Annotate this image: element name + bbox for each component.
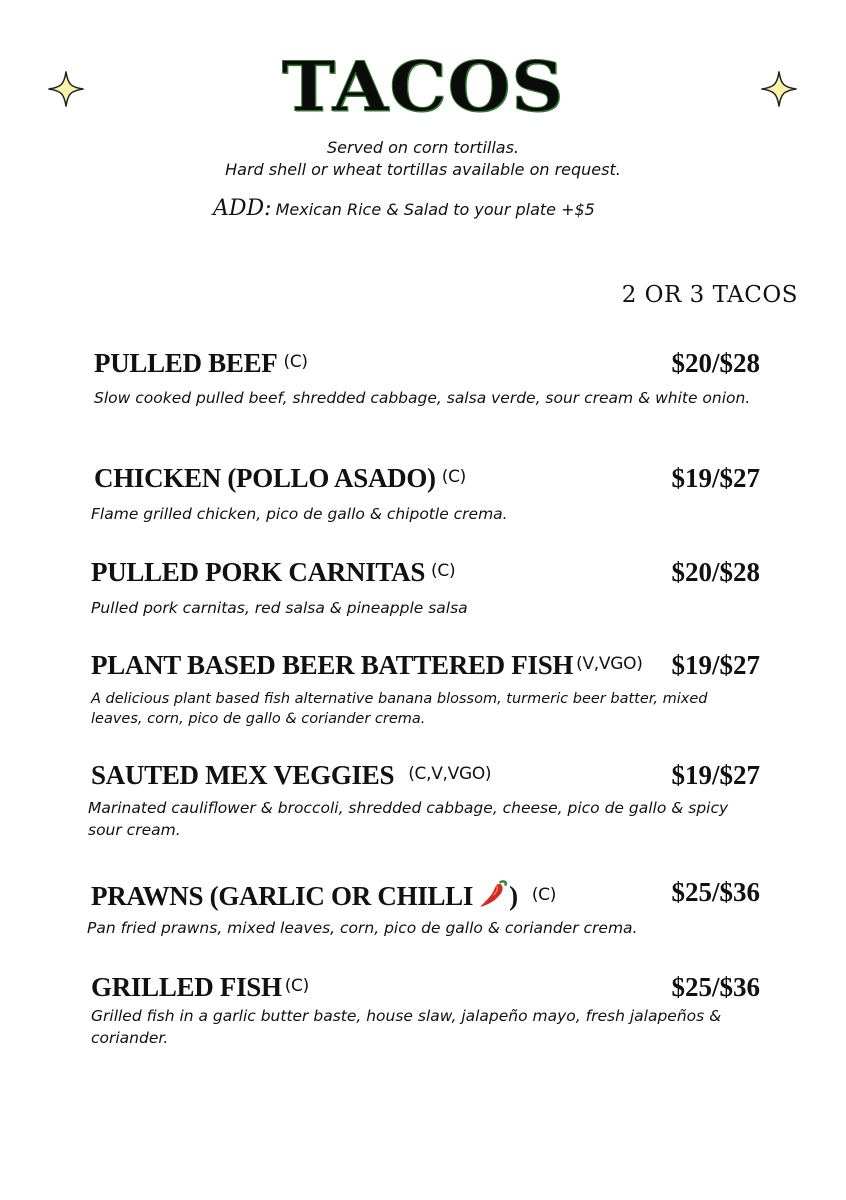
item-name: PULLED PORK CARNITAS (C) <box>91 557 456 587</box>
dietary-tag: (C) <box>531 885 557 905</box>
item-price: $25/$36 <box>671 877 760 907</box>
dietary-tag: (C) <box>283 352 308 372</box>
item-name: PULLED BEEF (C) <box>94 348 308 378</box>
item-description: Slow cooked pulled beef, shredded cabbage, salsa verde, sour cream & white onion. <box>94 389 751 407</box>
dietary-tag: (C) <box>441 467 466 487</box>
item-price: $20/$28 <box>671 348 760 378</box>
item-description: Marinated cauliflower & broccoli, shredded cabbage, cheese, pico de gallo & spicy sour cream. <box>88 799 729 839</box>
item-price: $19/$27 <box>671 463 760 493</box>
add-text: Mexican Rice & Salad to your plate +$5 <box>275 200 595 219</box>
dietary-tag: (C,V,VGO) <box>408 764 492 784</box>
item-description: Grilled fish in a garlic butter baste, house slaw, jalapeño mayo, fresh jalapeños & coriander. <box>91 1007 722 1047</box>
item-description: Pan fried prawns, mixed leaves, corn, pico de gallo & coriander crema. <box>87 919 638 937</box>
item-name: CHICKEN (POLLO ASADO) (C) <box>94 463 466 493</box>
dietary-tag: (V,VGO) <box>576 654 643 674</box>
intro-line-1: Served on corn tortillas. <box>326 138 519 157</box>
add-on-note <box>213 196 595 221</box>
item-description: Pulled pork carnitas, red salsa & pineapple salsa <box>91 599 468 617</box>
add-label: ADD: <box>213 196 272 221</box>
item-name: GRILLED FISH (C) <box>91 972 309 1002</box>
item-price: $19/$27 <box>671 760 760 790</box>
page-title: TACOS <box>281 46 565 127</box>
item-price: $25/$36 <box>671 972 760 1002</box>
item-name: SAUTED MEX VEGGIES (C,V,VGO) <box>91 760 492 790</box>
item-name: PRAWNS (GARLIC OR CHILLI ) (C) <box>91 877 556 912</box>
intro-line-2: Hard shell or wheat tortillas available on request. <box>225 160 621 179</box>
item-price: $20/$28 <box>671 557 760 587</box>
portion-header: 2 OR 3 TACOS <box>621 282 798 308</box>
dietary-tag: (C) <box>284 976 309 996</box>
dietary-tag: (C) <box>431 561 456 581</box>
item-price: $19/$27 <box>671 650 760 680</box>
chilli-pepper-icon <box>475 877 509 911</box>
item-description: Flame grilled chicken, pico de gallo & chipotle crema. <box>91 505 508 523</box>
item-name: PLANT BASED BEER BATTERED FISH (V,VGO) <box>91 650 643 680</box>
item-description: A delicious plant based fish alternative banana blossom, turmeric beer batter, mixed leaves, corn, pico de gallo & coriander crema. <box>91 691 708 727</box>
